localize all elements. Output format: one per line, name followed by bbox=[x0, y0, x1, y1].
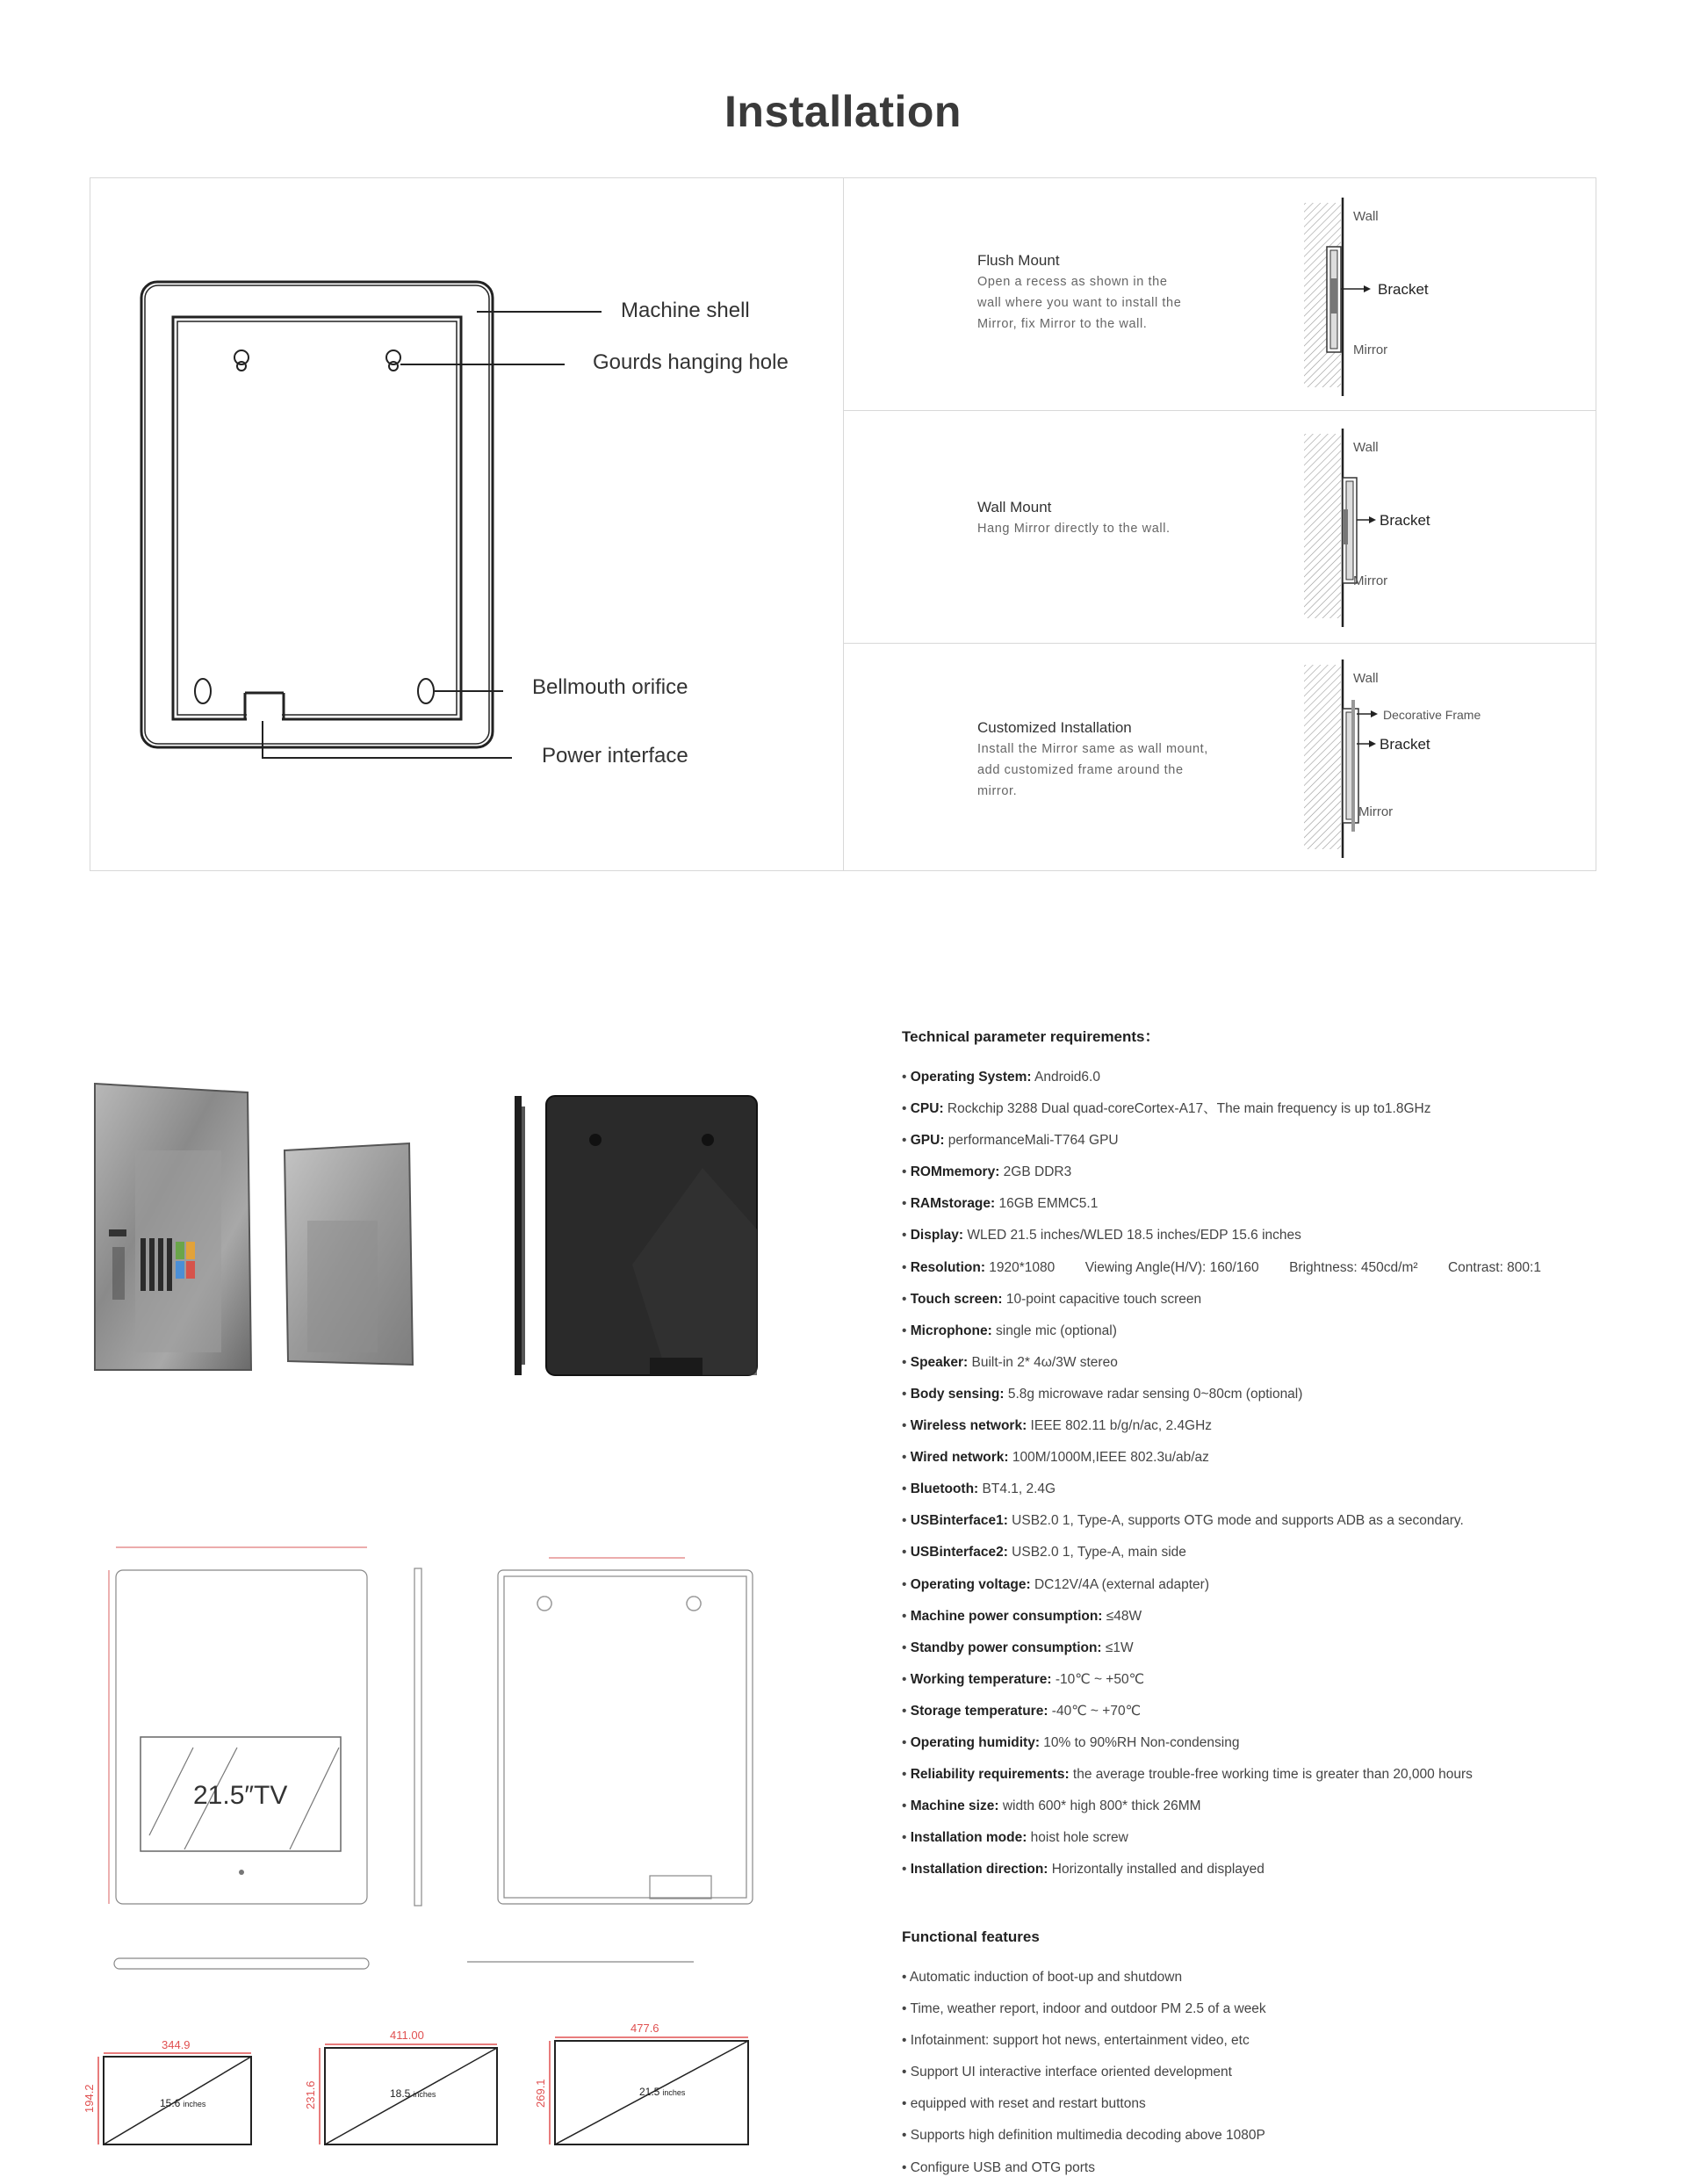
spec-item: • Storage temperature: -40℃ ~ +70℃ bbox=[902, 1703, 1141, 1719]
spec-key: Speaker: bbox=[910, 1354, 969, 1370]
spec-value: IEEE 802.11 b/g/n/ac, 2.4GHz bbox=[1027, 1418, 1213, 1434]
gourds-hole-label: Gourds hanging hole bbox=[593, 350, 789, 374]
spec-value: 1920*1080 Viewing Angle(H/V): 160/160 Brightness: 450cd/m² Contrast: 800:1 bbox=[984, 1259, 1541, 1275]
flush-mount-title: Flush Mount bbox=[977, 252, 1060, 269]
wall-mount-title: Wall Mount bbox=[977, 499, 1052, 515]
spec-item: • USBinterface1: USB2.0 1, Type-A, supports OTG mode and supports ADB as a secondary. bbox=[902, 1513, 1464, 1529]
spec-key: USBinterface2: bbox=[910, 1545, 1008, 1561]
spec-key: USBinterface1: bbox=[910, 1513, 1008, 1529]
technical-specs bbox=[902, 1024, 1657, 1885]
spec-item: • Resolution: 1920*1080 Viewing Angle(H/V): 160/160 Brightness: 450cd/m² Contrast: 800:1 bbox=[902, 1259, 1541, 1275]
svg-text:18.5inches: 18.5 inches bbox=[390, 2087, 436, 2100]
spec-value: USB2.0 1, Type-A, main side bbox=[1007, 1545, 1186, 1561]
spec-item: • Wired network: 100M/1000M,IEEE 802.3u/ab/az bbox=[902, 1450, 1209, 1466]
svg-text:194.2: 194.2 bbox=[83, 2084, 96, 2113]
wall-mount-diagram bbox=[1292, 425, 1555, 629]
spec-value: width 600* high 800* thick 26MM bbox=[998, 1798, 1201, 1814]
spec-item: • Working temperature: -10℃ ~ +50℃ bbox=[902, 1671, 1144, 1687]
spec-value: the average trouble-free working time is greater than 20,000 hours bbox=[1069, 1767, 1473, 1783]
spec-key: Machine size: bbox=[910, 1798, 999, 1814]
spec-key: Installation direction: bbox=[910, 1862, 1048, 1878]
technical-drawing bbox=[88, 1528, 773, 1985]
back-view-diagram bbox=[90, 178, 844, 870]
spec-item: • ROMmemory: 2GB DDR3 bbox=[902, 1164, 1072, 1180]
svg-text:Bracket: Bracket bbox=[1380, 736, 1430, 753]
feature-text: Infotainment: support hot news, entertainment video, etc bbox=[910, 2033, 1250, 2049]
spec-key: Touch screen: bbox=[910, 1291, 1003, 1307]
spec-value: -10℃ ~ +50℃ bbox=[1051, 1671, 1144, 1687]
spec-key: Standby power consumption: bbox=[910, 1640, 1102, 1655]
spec-key: GPU: bbox=[910, 1133, 945, 1149]
spec-item: • USBinterface2: USB2.0 1, Type-A, main side bbox=[902, 1545, 1186, 1561]
front-mirror-photo bbox=[95, 1084, 251, 1370]
spec-item: • Standby power consumption: ≤1W bbox=[902, 1640, 1134, 1655]
spec-value: BT4.1, 2.4G bbox=[978, 1481, 1056, 1497]
installation-panel bbox=[90, 177, 1596, 871]
spec-item: • CPU: Rockchip 3288 Dual quad-coreCortex-A17、The main frequency is up to1.8GHz bbox=[902, 1101, 1431, 1117]
feature-item: • Configure USB and OTG ports bbox=[902, 2159, 1095, 2175]
spec-value: ≤1W bbox=[1101, 1640, 1134, 1655]
svg-text:Wall: Wall bbox=[1353, 209, 1379, 224]
spec-value: hoist hole screw bbox=[1027, 1830, 1128, 1846]
svg-text:Mirror: Mirror bbox=[1358, 804, 1394, 819]
size-15-6 bbox=[83, 2038, 251, 2144]
spec-value: DC12V/4A (external adapter) bbox=[1030, 1576, 1210, 1592]
spec-key: Operating voltage: bbox=[910, 1576, 1031, 1592]
spec-value: Rockchip 3288 Dual quad-coreCortex-A17、The main frequency is up to1.8GHz bbox=[943, 1101, 1431, 1117]
spec-value: Built-in 2* 4ω/3W stereo bbox=[968, 1354, 1118, 1370]
spec-key: Storage temperature: bbox=[910, 1703, 1048, 1719]
spec-item: • Touch screen: 10-point capacitive touch screen bbox=[902, 1291, 1202, 1307]
svg-text:411.00: 411.00 bbox=[390, 2029, 424, 2042]
power-interface-label: Power interface bbox=[542, 744, 688, 768]
spec-item: • Installation mode: hoist hole screw bbox=[902, 1830, 1128, 1846]
flush-mount-desc: Open a recess as shown in the wall where you want to install the Mirror, fix Mirror to the wall. bbox=[977, 275, 1182, 331]
spec-key: Operating System: bbox=[910, 1070, 1032, 1085]
customized-installation-title: Customized Installation bbox=[977, 719, 1132, 736]
svg-text:Bracket: Bracket bbox=[1378, 281, 1429, 298]
feature-item: • Automatic induction of boot-up and shutdown bbox=[902, 1970, 1183, 1985]
product-photos bbox=[88, 1080, 773, 1396]
spec-key: RAMstorage: bbox=[910, 1196, 996, 1212]
spec-value: 10% to 90%RH Non-condensing bbox=[1039, 1734, 1240, 1750]
spec-value: 100M/1000M,IEEE 802.3u/ab/az bbox=[1008, 1450, 1209, 1466]
bellmouth-label: Bellmouth orifice bbox=[532, 675, 688, 699]
feature-item: • Support UI interactive interface oriented development bbox=[902, 2065, 1232, 2080]
svg-text:477.6: 477.6 bbox=[630, 2022, 659, 2035]
spec-value: 16GB EMMC5.1 bbox=[995, 1196, 1099, 1212]
spec-item: • GPU: performanceMali-T764 GPU bbox=[902, 1133, 1119, 1149]
spec-value: 5.8g microwave radar sensing 0~80cm (optional) bbox=[1004, 1386, 1303, 1402]
spec-item: • Wireless network: IEEE 802.11 b/g/n/ac, 2.4GHz bbox=[902, 1418, 1213, 1434]
spec-value: Horizontally installed and displayed bbox=[1048, 1862, 1264, 1878]
svg-text:21.5inches: 21.5 inches bbox=[639, 2086, 686, 2098]
spec-value: performanceMali-T764 GPU bbox=[944, 1133, 1119, 1149]
spec-item: • Reliability requirements: the average trouble-free working time is greater than 20,000 hours bbox=[902, 1767, 1473, 1783]
svg-text:269.1: 269.1 bbox=[534, 2079, 547, 2108]
spec-key: Installation mode: bbox=[910, 1830, 1027, 1846]
feature-item: • equipped with reset and restart buttons bbox=[902, 2096, 1146, 2112]
specs-list bbox=[902, 1062, 1657, 1885]
svg-text:Bracket: Bracket bbox=[1380, 512, 1430, 529]
spec-value: USB2.0 1, Type-A, supports OTG mode and supports ADB as a secondary. bbox=[1007, 1513, 1464, 1529]
svg-text:Wall: Wall bbox=[1353, 671, 1379, 686]
tv-size-label: 21.5″TV bbox=[193, 1781, 288, 1810]
customized-installation-row bbox=[844, 644, 1596, 870]
side-profile-photo bbox=[515, 1096, 525, 1375]
spec-item: • Operating voltage: DC12V/4A (external adapter) bbox=[902, 1576, 1210, 1592]
spec-item: • RAMstorage: 16GB EMMC5.1 bbox=[902, 1196, 1099, 1212]
feature-item: • Time, weather report, indoor and outdoor PM 2.5 of a week bbox=[902, 2001, 1266, 2017]
screen-size-diagrams bbox=[83, 2016, 773, 2178]
spec-item: • Microphone: single mic (optional) bbox=[902, 1323, 1117, 1338]
size-18-5 bbox=[304, 2029, 497, 2144]
spec-key: Resolution: bbox=[910, 1259, 985, 1275]
flush-mount-row bbox=[844, 178, 1596, 411]
feature-item: • Supports high definition multimedia decoding above 1080P bbox=[902, 2128, 1265, 2144]
features-heading: Functional features bbox=[902, 1928, 1040, 1945]
page-title: Installation bbox=[724, 87, 962, 136]
features-list bbox=[902, 1962, 1266, 2184]
spec-key: Reliability requirements: bbox=[910, 1767, 1070, 1783]
spec-key: Machine power consumption: bbox=[910, 1608, 1103, 1624]
spec-value: single mic (optional) bbox=[991, 1323, 1117, 1338]
spec-value: 10-point capacitive touch screen bbox=[1002, 1291, 1202, 1307]
feature-item: • Infotainment: support hot news, entertainment video, etc bbox=[902, 2033, 1250, 2049]
svg-text:344.9: 344.9 bbox=[162, 2038, 191, 2051]
wall-mount-row bbox=[844, 411, 1596, 644]
spec-item: • Bluetooth: BT4.1, 2.4G bbox=[902, 1481, 1056, 1497]
mirror-back-drawing bbox=[90, 178, 843, 870]
feature-text: Support UI interactive interface oriented development bbox=[910, 2065, 1232, 2080]
customized-installation-desc: Install the Mirror same as wall mount, add customized frame around the mirror. bbox=[977, 742, 1208, 798]
customized-installation-diagram bbox=[1292, 656, 1582, 863]
side-mirror-photo bbox=[285, 1143, 413, 1365]
size-21-5 bbox=[534, 2022, 748, 2144]
spec-value: -40℃ ~ +70℃ bbox=[1048, 1703, 1141, 1719]
feature-text: Automatic induction of boot-up and shutdown bbox=[909, 1970, 1183, 1985]
spec-item: • Body sensing: 5.8g microwave radar sensing 0~80cm (optional) bbox=[902, 1386, 1303, 1402]
wall-mount-desc: Hang Mirror directly to the wall. bbox=[977, 522, 1171, 536]
flush-mount-diagram bbox=[1292, 194, 1555, 398]
svg-text:15.6inches: 15.6 inches bbox=[160, 2097, 206, 2109]
spec-item: • Display: WLED 21.5 inches/WLED 18.5 inches/EDP 15.6 inches bbox=[902, 1228, 1301, 1243]
spec-key: ROMmemory: bbox=[910, 1164, 1000, 1180]
spec-item: • Speaker: Built-in 2* 4ω/3W stereo bbox=[902, 1354, 1118, 1370]
spec-key: Working temperature: bbox=[910, 1671, 1052, 1687]
rear-panel-photo bbox=[546, 1096, 757, 1375]
svg-text:Mirror: Mirror bbox=[1353, 573, 1388, 588]
spec-value: Android6.0 bbox=[1031, 1070, 1100, 1085]
feature-text: Supports high definition multimedia decoding above 1080P bbox=[910, 2128, 1265, 2144]
spec-value: ≤48W bbox=[1102, 1608, 1142, 1624]
spec-item: • Operating System: Android6.0 bbox=[902, 1070, 1100, 1085]
feature-text: Configure USB and OTG ports bbox=[910, 2159, 1095, 2175]
spec-key: Bluetooth: bbox=[910, 1481, 979, 1497]
spec-key: Wired network: bbox=[910, 1450, 1009, 1466]
spec-item: • Machine size: width 600* high 800* thick 26MM bbox=[902, 1798, 1201, 1814]
specs-heading: Technical parameter requirements： bbox=[902, 1028, 1160, 1045]
svg-text:Decorative Frame: Decorative Frame bbox=[1383, 708, 1481, 722]
spec-key: Wireless network: bbox=[910, 1418, 1027, 1434]
spec-item: • Operating humidity: 10% to 90%RH Non-condensing bbox=[902, 1734, 1240, 1750]
svg-text:231.6: 231.6 bbox=[304, 2080, 317, 2109]
feature-text: equipped with reset and restart buttons bbox=[910, 2096, 1146, 2112]
machine-shell-label: Machine shell bbox=[621, 299, 750, 322]
feature-text: Time, weather report, indoor and outdoor PM 2.5 of a week bbox=[910, 2001, 1266, 2017]
spec-key: Microphone: bbox=[910, 1323, 992, 1338]
spec-item: • Installation direction: Horizontally installed and displayed bbox=[902, 1862, 1264, 1878]
spec-key: Body sensing: bbox=[910, 1386, 1005, 1402]
spec-key: Operating humidity: bbox=[910, 1734, 1040, 1750]
svg-text:Mirror: Mirror bbox=[1353, 342, 1388, 357]
spec-key: CPU: bbox=[910, 1101, 944, 1117]
svg-text:Wall: Wall bbox=[1353, 440, 1379, 455]
spec-item: • Machine power consumption: ≤48W bbox=[902, 1608, 1142, 1624]
spec-key: Display: bbox=[910, 1228, 964, 1243]
spec-value: 2GB DDR3 bbox=[999, 1164, 1072, 1180]
spec-value: WLED 21.5 inches/WLED 18.5 inches/EDP 15.6 inches bbox=[963, 1228, 1301, 1243]
